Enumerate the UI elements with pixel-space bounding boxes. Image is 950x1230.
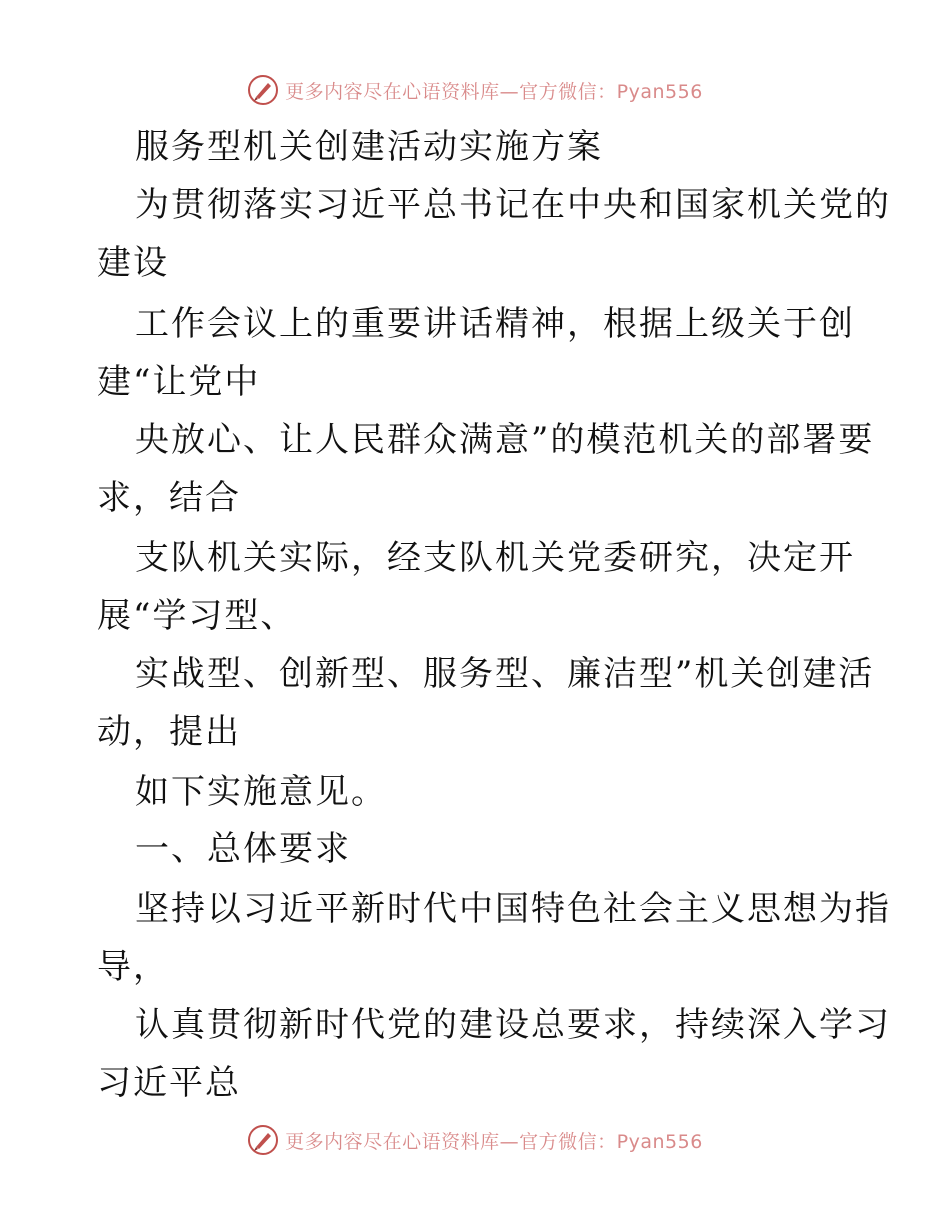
paragraph-line: 建“让党中 [97, 362, 261, 402]
watermark-banner-bottom [0, 1120, 950, 1160]
quill-pen-icon [247, 1124, 279, 1156]
paragraph-line: 工作会议上的重要讲话精神，根据上级关于创 [135, 304, 855, 344]
paragraph-line: 习近平总 [97, 1063, 241, 1103]
paragraph-line: 动，提出 [97, 712, 241, 752]
watermark-text: 更多内容尽在心语资料库—官方微信：Pyan556 [285, 80, 703, 103]
paragraph-line: 实战型、创新型、服务型、廉洁型”机关创建活 [135, 654, 875, 694]
paragraph-line: 认真贯彻新时代党的建设总要求，持续深入学习 [135, 1005, 891, 1045]
paragraph-line: 支队机关实际，经支队机关党委研究，决定开 [135, 538, 855, 578]
paragraph-line: 坚持以习近平新时代中国特色社会主义思想为指 [135, 889, 891, 929]
paragraph-line: 展“学习型、 [97, 596, 297, 636]
paragraph-line: 为贯彻落实习近平总书记在中央和国家机关党的 [135, 185, 891, 225]
paragraph-line: 建设 [97, 243, 169, 283]
paragraph-line: 导， [97, 947, 169, 987]
section-heading: 一、总体要求 [135, 829, 351, 869]
document-title: 服务型机关创建活动实施方案 [135, 127, 603, 167]
paragraph-line: 求，结合 [97, 478, 241, 518]
paragraph-line: 央放心、让人民群众满意”的模范机关的部署要 [135, 420, 875, 460]
paragraph-line: 如下实施意见。 [135, 772, 387, 812]
watermark-text: 更多内容尽在心语资料库—官方微信：Pyan556 [285, 1130, 703, 1153]
